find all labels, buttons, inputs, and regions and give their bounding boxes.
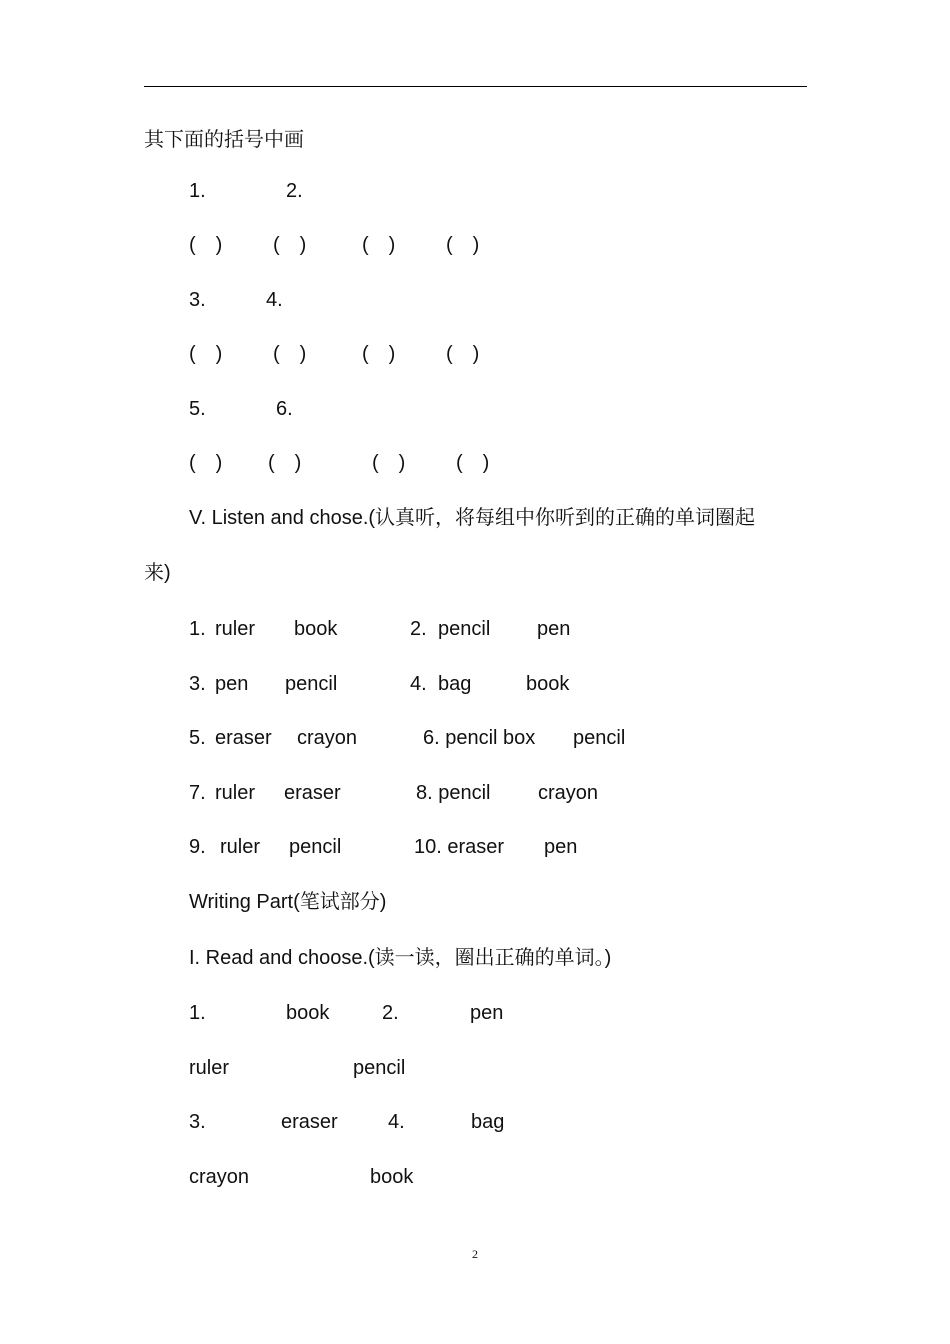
bracket-row-3 — [0, 448, 950, 478]
choose-row-4 — [0, 1162, 950, 1192]
choose-row-1 — [0, 998, 950, 1028]
word-option: book — [294, 618, 338, 640]
answer-bracket: ( ) — [189, 452, 223, 474]
picture-row-2 — [0, 285, 950, 315]
item-number: 1. — [189, 180, 206, 202]
answer-bracket: ( ) — [446, 234, 480, 256]
answer-bracket: ( ) — [189, 343, 223, 365]
answer-bracket: ( ) — [372, 452, 406, 474]
item-number: 1. — [189, 1002, 206, 1024]
item-number: 4. — [410, 673, 427, 695]
intro-text: 其下面的括号中画 — [144, 127, 304, 151]
section-i-heading: I. Read and choose.(读一读，圈出正确的单词。) — [189, 947, 612, 969]
word-option: 10. eraser — [414, 836, 505, 858]
answer-bracket: ( ) — [268, 452, 302, 474]
answer-bracket: ( ) — [456, 452, 490, 474]
answer-bracket: ( ) — [446, 343, 480, 365]
item-number: 7. — [189, 782, 206, 804]
word-option: pencil — [353, 1057, 406, 1079]
word-option: pencil — [289, 836, 342, 858]
bracket-row-2 — [0, 339, 950, 369]
item-number: 4. — [388, 1111, 405, 1133]
word-option: eraser — [215, 727, 272, 749]
word-option: pen — [537, 618, 571, 640]
item-number: 5. — [189, 727, 206, 749]
word-option: crayon — [538, 782, 599, 804]
word-option: eraser — [281, 1111, 338, 1133]
answer-bracket: ( ) — [362, 234, 396, 256]
word-option: pen — [544, 836, 578, 858]
item-number: 9. — [189, 836, 206, 858]
item-number: 4. — [266, 289, 283, 311]
item-number: 2. — [382, 1002, 399, 1024]
choose-row-2 — [0, 1053, 950, 1083]
word-option: ruler — [215, 618, 256, 640]
word-option: pencil — [285, 673, 338, 695]
word-option: crayon — [189, 1166, 250, 1188]
listen-row-5 — [0, 832, 950, 862]
section-v-heading: V. Listen and chose.(认真听，将每组中你听到的正确的单词圈起 — [189, 507, 756, 529]
word-option: bag — [438, 673, 472, 695]
word-option: book — [526, 673, 570, 695]
listen-row-2 — [0, 669, 950, 699]
item-number: 2. — [410, 618, 427, 640]
word-option: 6. pencil box — [423, 727, 536, 749]
listen-row-4 — [0, 778, 950, 808]
header-rule — [144, 86, 807, 87]
word-option: crayon — [297, 727, 358, 749]
section-v-heading-cont: 来) — [144, 562, 171, 584]
answer-bracket: ( ) — [273, 234, 307, 256]
item-number: 2. — [286, 180, 303, 202]
item-number: 3. — [189, 673, 206, 695]
writing-part-heading: Writing Part(笔试部分) — [189, 891, 387, 913]
item-number: 6. — [276, 398, 293, 420]
word-option: book — [370, 1166, 414, 1188]
word-option: pen — [215, 673, 249, 695]
word-option: pencil — [573, 727, 626, 749]
answer-bracket: ( ) — [362, 343, 396, 365]
word-option: ruler — [215, 782, 256, 804]
word-option: eraser — [284, 782, 341, 804]
word-option: pencil — [438, 618, 491, 640]
item-number: 1. — [189, 618, 206, 640]
item-number: 3. — [189, 289, 206, 311]
page-number: 2 — [472, 1247, 478, 1261]
bracket-row-1 — [0, 230, 950, 260]
choose-row-3 — [0, 1107, 950, 1137]
answer-bracket: ( ) — [189, 234, 223, 256]
word-option: bag — [471, 1111, 505, 1133]
word-option: 8. pencil — [416, 782, 491, 804]
word-option: ruler — [189, 1057, 230, 1079]
word-option: ruler — [220, 836, 261, 858]
listen-row-1 — [0, 614, 950, 644]
picture-row-1 — [0, 176, 950, 206]
listen-row-3 — [0, 723, 950, 753]
picture-row-3 — [0, 394, 950, 424]
word-option: book — [286, 1002, 330, 1024]
item-number: 3. — [189, 1111, 206, 1133]
item-number: 5. — [189, 398, 206, 420]
word-option: pen — [470, 1002, 504, 1024]
answer-bracket: ( ) — [273, 343, 307, 365]
